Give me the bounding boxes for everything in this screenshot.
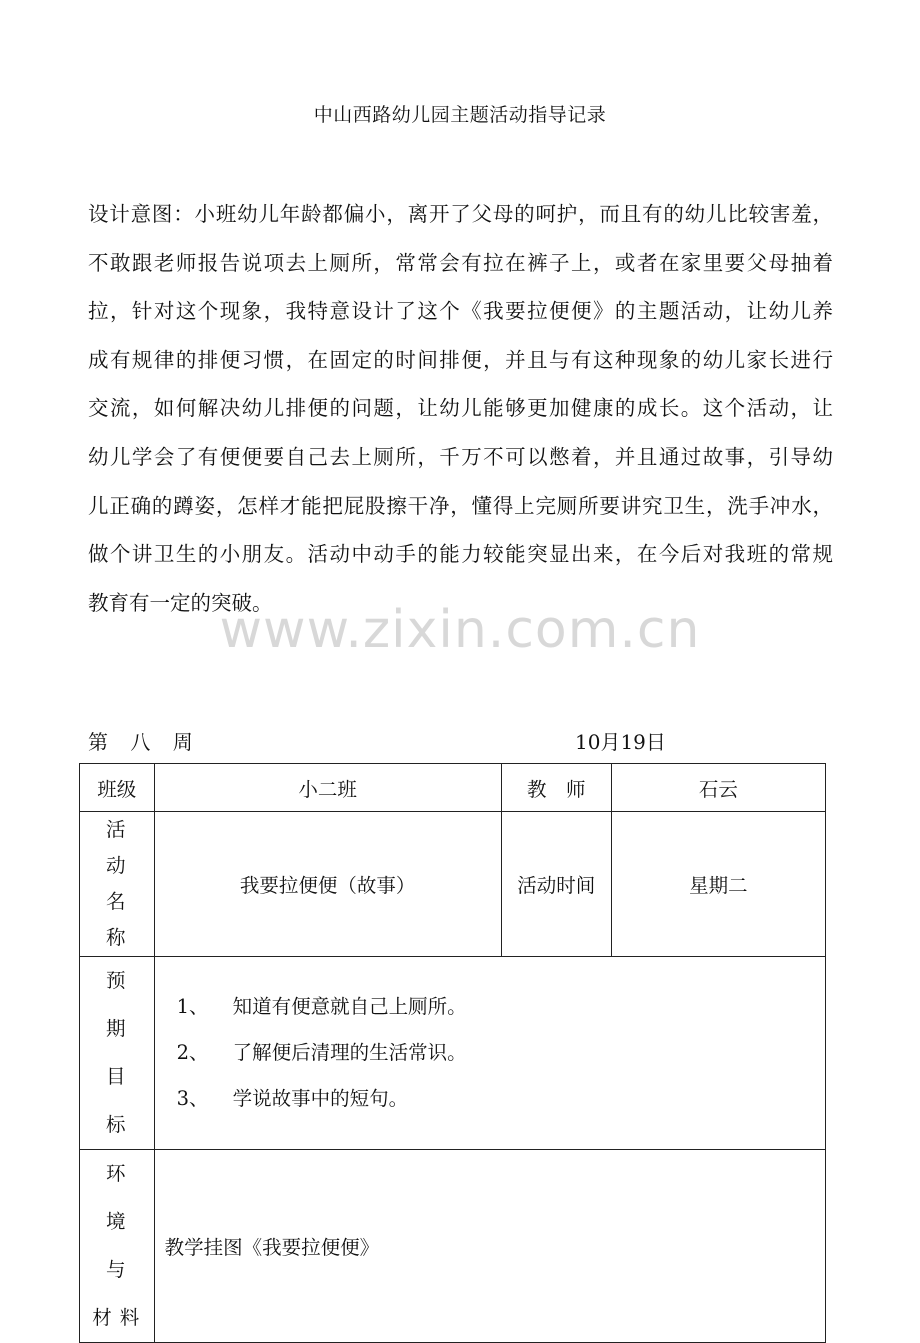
activity-name-label-line: 名 称 bbox=[106, 890, 134, 949]
goal-item bbox=[177, 984, 825, 1030]
date-label: 10月19日 bbox=[575, 730, 666, 754]
goal-number: 1、 bbox=[176, 995, 209, 1018]
table-row-environment bbox=[80, 1150, 826, 1343]
goals-label bbox=[80, 957, 155, 1150]
goal-number: 3、 bbox=[176, 1087, 209, 1110]
activity-time-value: 星期二 bbox=[611, 812, 825, 957]
intro-line: 成有规律的排便习惯，在固定的时间排便，并且与有这种现象的幼儿家长进行 bbox=[88, 347, 833, 372]
class-value: 小二班 bbox=[154, 764, 501, 812]
activity-name-label bbox=[80, 812, 155, 957]
intro-line: 拉，针对这个现象，我特意设计了这个《我要拉便便》的主题活动，让幼儿养 bbox=[88, 299, 833, 324]
table-row-class bbox=[80, 764, 826, 812]
activity-name-label-line: 活 动 bbox=[106, 818, 134, 877]
table-row-goals bbox=[80, 957, 826, 1150]
intro-line: 做个讲卫生的小朋友。活动中动手的能力较能突显出来，在今后对我班的常规 bbox=[88, 542, 833, 567]
environment-label-line: 材料 bbox=[92, 1306, 148, 1329]
class-label: 班级 bbox=[80, 764, 155, 812]
environment-label bbox=[80, 1150, 155, 1343]
intro-line: 设计意图：小班幼儿年龄都偏小，离开了父母的呵护，而且有的幼儿比较害羞， bbox=[88, 202, 833, 226]
goal-text: 学说故事中的短句。 bbox=[232, 1087, 409, 1110]
goals-list bbox=[154, 957, 825, 1150]
environment-value: 教学挂图《我要拉便便》 bbox=[154, 1150, 825, 1343]
table-row-activity bbox=[80, 812, 826, 957]
goals-label-line: 预 期 bbox=[106, 969, 134, 1040]
goals-label-line: 目 标 bbox=[106, 1065, 134, 1136]
intro-line: 幼儿学会了有便便要自己去上厕所，千万不可以憋着，并且通过故事，引导幼 bbox=[88, 444, 833, 469]
goal-item bbox=[177, 1030, 825, 1076]
week-label: 第 八 周 bbox=[88, 730, 201, 754]
teacher-value: 石云 bbox=[611, 764, 825, 812]
intro-line: 儿正确的蹲姿，怎样才能把屁股擦干净，懂得上完厕所要讲究卫生，洗手冲水， bbox=[88, 493, 833, 518]
intro-line: 教育有一定的突破。 bbox=[88, 590, 273, 615]
goal-text: 知道有便意就自己上厕所。 bbox=[232, 995, 467, 1018]
watermark: www.zixin.com.cn bbox=[219, 600, 701, 660]
environment-label-line: 环 境 bbox=[106, 1162, 134, 1233]
teacher-label: 教 师 bbox=[501, 764, 611, 812]
activity-time-label: 活动时间 bbox=[501, 812, 611, 957]
activity-name-value: 我要拉便便（故事） bbox=[154, 812, 501, 957]
intro-line: 不敢跟老师报告说项去上厕所，常常会有拉在裤子上，或者在家里要父母抽着 bbox=[88, 250, 833, 275]
intro-line: 交流，如何解决幼儿排便的问题，让幼儿能够更加健康的成长。这个活动，让 bbox=[88, 396, 833, 421]
goal-item bbox=[177, 1076, 825, 1122]
activity-record-table bbox=[79, 763, 826, 1343]
design-intent-paragraph bbox=[88, 190, 833, 627]
goal-text: 了解便后清理的生活常识。 bbox=[232, 1041, 467, 1064]
environment-label-line: 与 bbox=[106, 1258, 134, 1281]
document-title: 中山西路幼儿园主题活动指导记录 bbox=[313, 104, 607, 126]
goal-number: 2、 bbox=[176, 1041, 209, 1064]
